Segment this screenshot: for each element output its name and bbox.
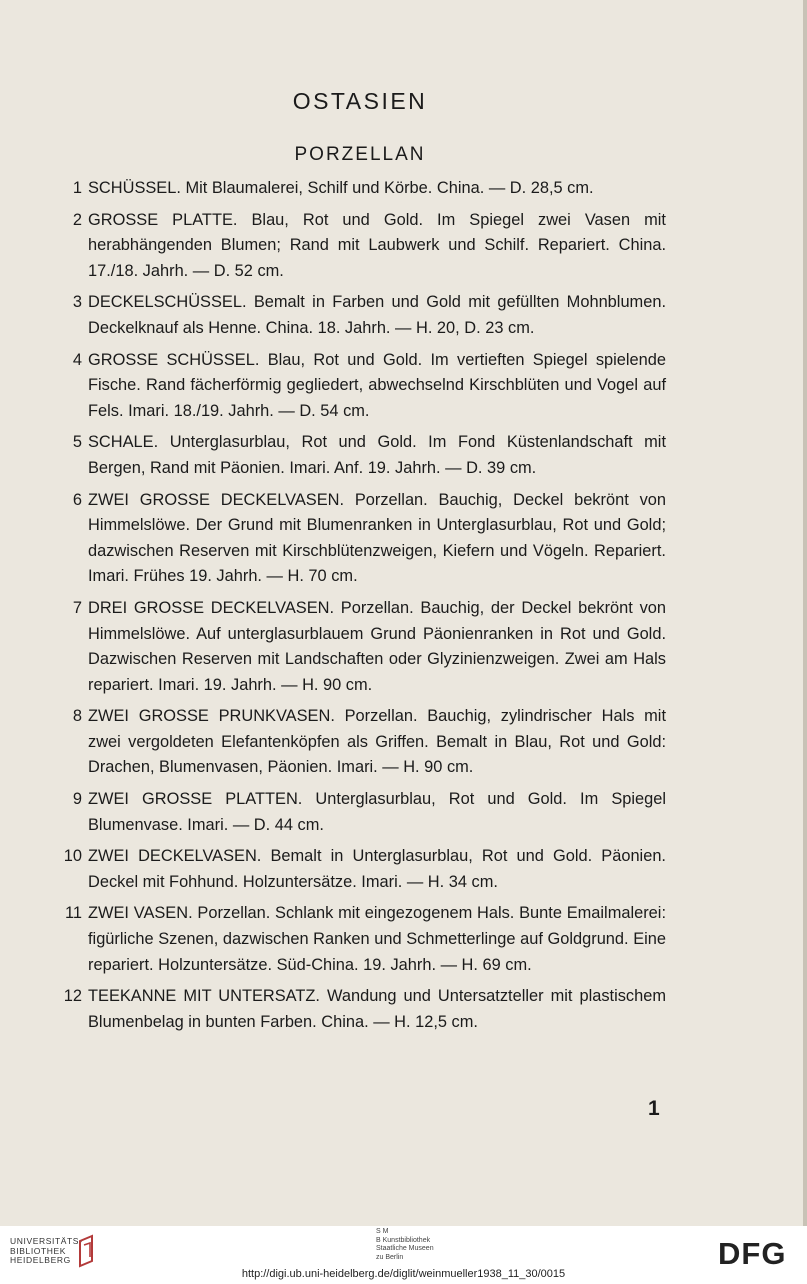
entry-text: SCHÜSSEL. Mit Blaumalerei, Schilf und Körbe. China. — D. 28,5 cm. (88, 179, 594, 197)
catalogue-entry (50, 901, 666, 978)
entry-text: DECKELSCHÜSSEL. Bemalt in Farben und Gold mit gefüllten Mohnblumen. Deckelknauf als Henne. China. 18. Jahrh. — H. 20, D. 23 cm. (88, 293, 666, 337)
stamp-line: B Kunstbibliothek (376, 1236, 431, 1244)
page-edge (803, 0, 807, 1226)
dfg-logo: DFG (718, 1236, 787, 1271)
library-line: UNIVERSITÄTS- (10, 1236, 83, 1246)
entry-number: 9 (72, 790, 82, 809)
catalogue-entries (50, 176, 666, 1041)
library-logo-text (10, 1237, 83, 1266)
entry-text: ZWEI VASEN. Porzellan. Schlank mit eingezogenem Hals. Bunte Emailmalerei: figürliche Szenen, dazwischen Ranken und Schmetterlinge auf Goldgrund. Eine repariert. Holzuntersätze. Süd-China. 19. Jahrh. — H. 69 cm. (88, 904, 666, 974)
entry-text: GROSSE SCHÜSSEL. Blau, Rot und Gold. Im vertieften Spiegel spielende Fische. Rand fächerförmig gegliedert, abwechselnd Kirschblüten und Vogel auf Fels. Imari. 18./19. Jahrh. — D. 54 cm. (88, 350, 666, 420)
entry-text: ZWEI GROSSE PLATTEN. Unterglasurblau, Rot und Gold. Im Spiegel Blumenvase. Imari. — D. 44 cm. (88, 790, 666, 834)
entry-number: 12 (63, 987, 82, 1006)
catalogue-entry (50, 704, 666, 781)
section-heading: OSTASIEN (292, 88, 428, 114)
stamp-line: Staatliche Museen (376, 1245, 434, 1253)
entry-text: SCHALE. Unterglasurblau, Rot und Gold. Im Fond Küstenlandschaft mit Bergen, Rand mit Päonien. Imari. Anf. 19. Jahrh. — D. 39 cm. (88, 433, 666, 477)
library-line: HEIDELBERG (10, 1255, 71, 1265)
entry-number: 11 (64, 904, 82, 923)
catalogue-entry (50, 348, 666, 425)
catalogue-entry (50, 176, 666, 202)
catalogue-entry (50, 787, 666, 838)
catalogue-entry (50, 984, 666, 1035)
catalogue-entry (50, 290, 666, 341)
entry-text: ZWEI DECKELVASEN. Bemalt in Unterglasurblau, Rot und Gold. Päonien. Deckel mit Fohhund. Holzuntersätze. Imari. — H. 34 cm. (88, 847, 666, 891)
entry-number: 3 (72, 293, 82, 312)
entry-number: 2 (72, 210, 82, 229)
entry-text: TEEKANNE MIT UNTERSATZ. Wandung und Untersatzteller mit plastischem Blumenbelag in bunten Farben. China. — H. 12,5 cm. (88, 987, 666, 1031)
catalogue-entry (50, 208, 666, 285)
entry-number: 10 (63, 847, 82, 866)
entry-text: ZWEI GROSSE PRUNKVASEN. Porzellan. Bauchig, zylindrischer Hals mit zwei vergoldeten Elefantenköpfen als Griffen. Bemalt in Blau, Rot und Gold: Drachen, Blumenvasen, Päonien. Imari. — H. 90 cm. (88, 707, 666, 777)
entry-number: 6 (72, 490, 82, 509)
entry-text: ZWEI GROSSE DECKELVASEN. Porzellan. Bauchig, Deckel bekrönt von Himmelslöwe. Der Grund mit Blumenranken in Unterglasurblau, Rot und Gold; dazwischen Reserven mit Kirschblütenzweigen, Kiefern und Vögeln. Repariert. Imari. Frühes 19. Jahrh. — H. 70 cm. (88, 490, 666, 586)
library-line: BIBLIOTHEK (10, 1245, 67, 1256)
catalogue-entry (50, 430, 666, 481)
source-url[interactable]: http://digi.ub.uni-heidelberg.de/diglit/weinmueller1938_11_30/0015 (241, 1268, 566, 1280)
entry-number: 5 (72, 433, 82, 452)
stamp-line: S M (376, 1228, 389, 1235)
entry-number: 4 (72, 350, 82, 369)
subsection-heading: PORZELLAN (294, 144, 426, 165)
page-number: 1 (648, 1097, 660, 1120)
entry-number: 8 (72, 707, 82, 726)
stamp-line: zu Berlin (376, 1253, 404, 1261)
entry-text: DREI GROSSE DECKELVASEN. Porzellan. Bauchig, der Deckel bekrönt von Himmelslöwe. Auf unterglasurblauem Grund Päonienranken in Rot und Gold. Dazwischen Reserven mit Landschaften oder Glyzinienzweigen. Zwei am Hals repariert. Imari. 19. Jahrh. — H. 90 cm. (88, 598, 666, 694)
entry-number: 7 (72, 598, 82, 617)
catalogue-entry (50, 596, 666, 698)
entry-number: 1 (72, 179, 82, 197)
entry-text: GROSSE PLATTE. Blau, Rot und Gold. Im Spiegel zwei Vasen mit herabhängenden Blumen; Rand mit Laubwerk und Schilf. Repariert. China. 17./18. Jahrh. — D. 52 cm. (88, 210, 666, 280)
catalogue-entry (50, 488, 666, 590)
library-mark-icon (74, 1233, 98, 1269)
catalogue-entry (50, 844, 666, 895)
museum-stamp (376, 1228, 434, 1262)
